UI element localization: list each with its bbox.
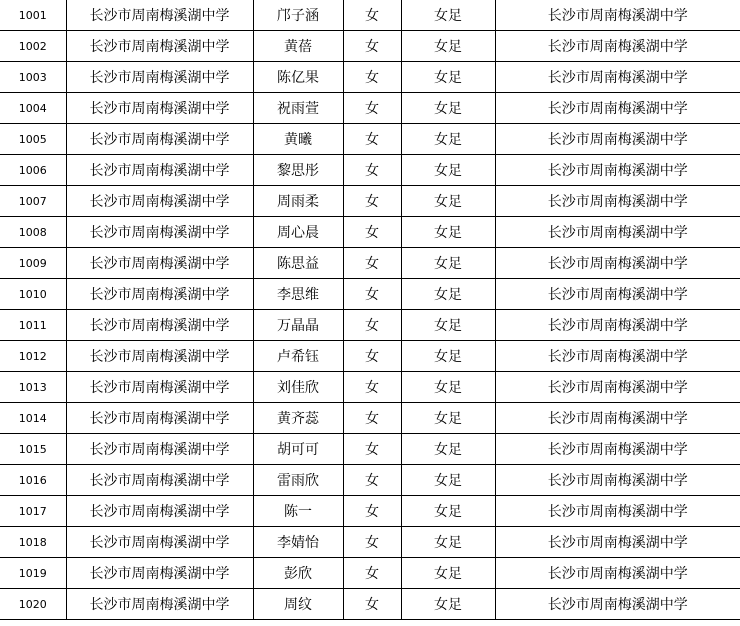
school-cell: 长沙市周南梅溪湖中学 <box>66 527 253 558</box>
gender-cell: 女 <box>343 403 401 434</box>
gender-cell: 女 <box>343 62 401 93</box>
gender-cell: 女 <box>343 558 401 589</box>
event-cell: 女足 <box>401 279 495 310</box>
school-cell: 长沙市周南梅溪湖中学 <box>66 93 253 124</box>
unit-cell: 长沙市周南梅溪湖中学 <box>495 0 740 31</box>
event-cell: 女足 <box>401 186 495 217</box>
unit-cell: 长沙市周南梅溪湖中学 <box>495 31 740 62</box>
unit-cell: 长沙市周南梅溪湖中学 <box>495 496 740 527</box>
school-cell: 长沙市周南梅溪湖中学 <box>66 403 253 434</box>
unit-cell: 长沙市周南梅溪湖中学 <box>495 62 740 93</box>
student-id-cell: 1007 <box>0 186 66 217</box>
table-row <box>0 31 740 62</box>
table-row <box>0 527 740 558</box>
student-id-cell: 1002 <box>0 31 66 62</box>
table-row <box>0 186 740 217</box>
gender-cell: 女 <box>343 124 401 155</box>
student-id-cell: 1010 <box>0 279 66 310</box>
unit-cell: 长沙市周南梅溪湖中学 <box>495 248 740 279</box>
unit-cell: 长沙市周南梅溪湖中学 <box>495 186 740 217</box>
student-id-cell: 1011 <box>0 310 66 341</box>
student-id-cell: 1018 <box>0 527 66 558</box>
gender-cell: 女 <box>343 341 401 372</box>
gender-cell: 女 <box>343 434 401 465</box>
event-cell: 女足 <box>401 434 495 465</box>
table-row <box>0 0 740 31</box>
gender-cell: 女 <box>343 465 401 496</box>
student-name-cell: 黄曦 <box>253 124 343 155</box>
student-id-cell: 1012 <box>0 341 66 372</box>
school-cell: 长沙市周南梅溪湖中学 <box>66 434 253 465</box>
school-cell: 长沙市周南梅溪湖中学 <box>66 465 253 496</box>
event-cell: 女足 <box>401 589 495 620</box>
table-row <box>0 341 740 372</box>
student-name-cell: 胡可可 <box>253 434 343 465</box>
table-row <box>0 434 740 465</box>
gender-cell: 女 <box>343 279 401 310</box>
student-name-cell: 陈思益 <box>253 248 343 279</box>
student-name-cell: 万晶晶 <box>253 310 343 341</box>
student-name-cell: 周心晨 <box>253 217 343 248</box>
student-id-cell: 1015 <box>0 434 66 465</box>
table-row <box>0 589 740 620</box>
table-row <box>0 62 740 93</box>
unit-cell: 长沙市周南梅溪湖中学 <box>495 341 740 372</box>
student-name-cell: 邝子涵 <box>253 0 343 31</box>
student-name-cell: 黎思彤 <box>253 155 343 186</box>
student-name-cell: 陈一 <box>253 496 343 527</box>
school-cell: 长沙市周南梅溪湖中学 <box>66 31 253 62</box>
unit-cell: 长沙市周南梅溪湖中学 <box>495 279 740 310</box>
student-name-cell: 黄齐蕊 <box>253 403 343 434</box>
unit-cell: 长沙市周南梅溪湖中学 <box>495 527 740 558</box>
table-row <box>0 155 740 186</box>
gender-cell: 女 <box>343 0 401 31</box>
student-id-cell: 1004 <box>0 93 66 124</box>
unit-cell: 长沙市周南梅溪湖中学 <box>495 372 740 403</box>
student-id-cell: 1014 <box>0 403 66 434</box>
event-cell: 女足 <box>401 248 495 279</box>
event-cell: 女足 <box>401 93 495 124</box>
unit-cell: 长沙市周南梅溪湖中学 <box>495 93 740 124</box>
student-id-cell: 1006 <box>0 155 66 186</box>
student-id-cell: 1009 <box>0 248 66 279</box>
gender-cell: 女 <box>343 372 401 403</box>
school-cell: 长沙市周南梅溪湖中学 <box>66 372 253 403</box>
event-cell: 女足 <box>401 217 495 248</box>
event-cell: 女足 <box>401 62 495 93</box>
gender-cell: 女 <box>343 186 401 217</box>
unit-cell: 长沙市周南梅溪湖中学 <box>495 589 740 620</box>
school-cell: 长沙市周南梅溪湖中学 <box>66 558 253 589</box>
school-cell: 长沙市周南梅溪湖中学 <box>66 155 253 186</box>
unit-cell: 长沙市周南梅溪湖中学 <box>495 124 740 155</box>
table-row <box>0 93 740 124</box>
table-row <box>0 310 740 341</box>
gender-cell: 女 <box>343 248 401 279</box>
gender-cell: 女 <box>343 31 401 62</box>
school-cell: 长沙市周南梅溪湖中学 <box>66 496 253 527</box>
school-cell: 长沙市周南梅溪湖中学 <box>66 124 253 155</box>
unit-cell: 长沙市周南梅溪湖中学 <box>495 310 740 341</box>
unit-cell: 长沙市周南梅溪湖中学 <box>495 558 740 589</box>
gender-cell: 女 <box>343 527 401 558</box>
school-cell: 长沙市周南梅溪湖中学 <box>66 186 253 217</box>
table-row <box>0 217 740 248</box>
student-name-cell: 刘佳欣 <box>253 372 343 403</box>
student-name-cell: 李思维 <box>253 279 343 310</box>
school-cell: 长沙市周南梅溪湖中学 <box>66 310 253 341</box>
gender-cell: 女 <box>343 155 401 186</box>
school-cell: 长沙市周南梅溪湖中学 <box>66 279 253 310</box>
school-cell: 长沙市周南梅溪湖中学 <box>66 341 253 372</box>
event-cell: 女足 <box>401 31 495 62</box>
unit-cell: 长沙市周南梅溪湖中学 <box>495 403 740 434</box>
gender-cell: 女 <box>343 310 401 341</box>
event-cell: 女足 <box>401 465 495 496</box>
student-id-cell: 1020 <box>0 589 66 620</box>
student-name-cell: 李婧怡 <box>253 527 343 558</box>
event-cell: 女足 <box>401 155 495 186</box>
student-id-cell: 1003 <box>0 62 66 93</box>
event-cell: 女足 <box>401 310 495 341</box>
event-cell: 女足 <box>401 496 495 527</box>
event-cell: 女足 <box>401 403 495 434</box>
student-id-cell: 1016 <box>0 465 66 496</box>
student-name-cell: 卢希钰 <box>253 341 343 372</box>
student-id-cell: 1001 <box>0 0 66 31</box>
student-name-cell: 祝雨萱 <box>253 93 343 124</box>
unit-cell: 长沙市周南梅溪湖中学 <box>495 217 740 248</box>
school-cell: 长沙市周南梅溪湖中学 <box>66 62 253 93</box>
event-cell: 女足 <box>401 341 495 372</box>
student-id-cell: 1017 <box>0 496 66 527</box>
student-name-cell: 黄蓓 <box>253 31 343 62</box>
table-row <box>0 124 740 155</box>
school-cell: 长沙市周南梅溪湖中学 <box>66 589 253 620</box>
event-cell: 女足 <box>401 372 495 403</box>
school-cell: 长沙市周南梅溪湖中学 <box>66 217 253 248</box>
unit-cell: 长沙市周南梅溪湖中学 <box>495 465 740 496</box>
table-row <box>0 248 740 279</box>
table-row <box>0 372 740 403</box>
event-cell: 女足 <box>401 0 495 31</box>
school-cell: 长沙市周南梅溪湖中学 <box>66 248 253 279</box>
gender-cell: 女 <box>343 496 401 527</box>
event-cell: 女足 <box>401 558 495 589</box>
student-name-cell: 周雨柔 <box>253 186 343 217</box>
table-row <box>0 403 740 434</box>
student-id-cell: 1008 <box>0 217 66 248</box>
table-row <box>0 279 740 310</box>
table-row <box>0 465 740 496</box>
student-id-cell: 1005 <box>0 124 66 155</box>
unit-cell: 长沙市周南梅溪湖中学 <box>495 434 740 465</box>
student-id-cell: 1019 <box>0 558 66 589</box>
table-row <box>0 496 740 527</box>
gender-cell: 女 <box>343 217 401 248</box>
unit-cell: 长沙市周南梅溪湖中学 <box>495 155 740 186</box>
gender-cell: 女 <box>343 589 401 620</box>
student-name-cell: 周纹 <box>253 589 343 620</box>
student-name-cell: 陈亿果 <box>253 62 343 93</box>
event-cell: 女足 <box>401 527 495 558</box>
school-cell: 长沙市周南梅溪湖中学 <box>66 0 253 31</box>
table-row <box>0 558 740 589</box>
event-cell: 女足 <box>401 124 495 155</box>
student-name-cell: 雷雨欣 <box>253 465 343 496</box>
student-id-cell: 1013 <box>0 372 66 403</box>
gender-cell: 女 <box>343 93 401 124</box>
student-name-cell: 彭欣 <box>253 558 343 589</box>
